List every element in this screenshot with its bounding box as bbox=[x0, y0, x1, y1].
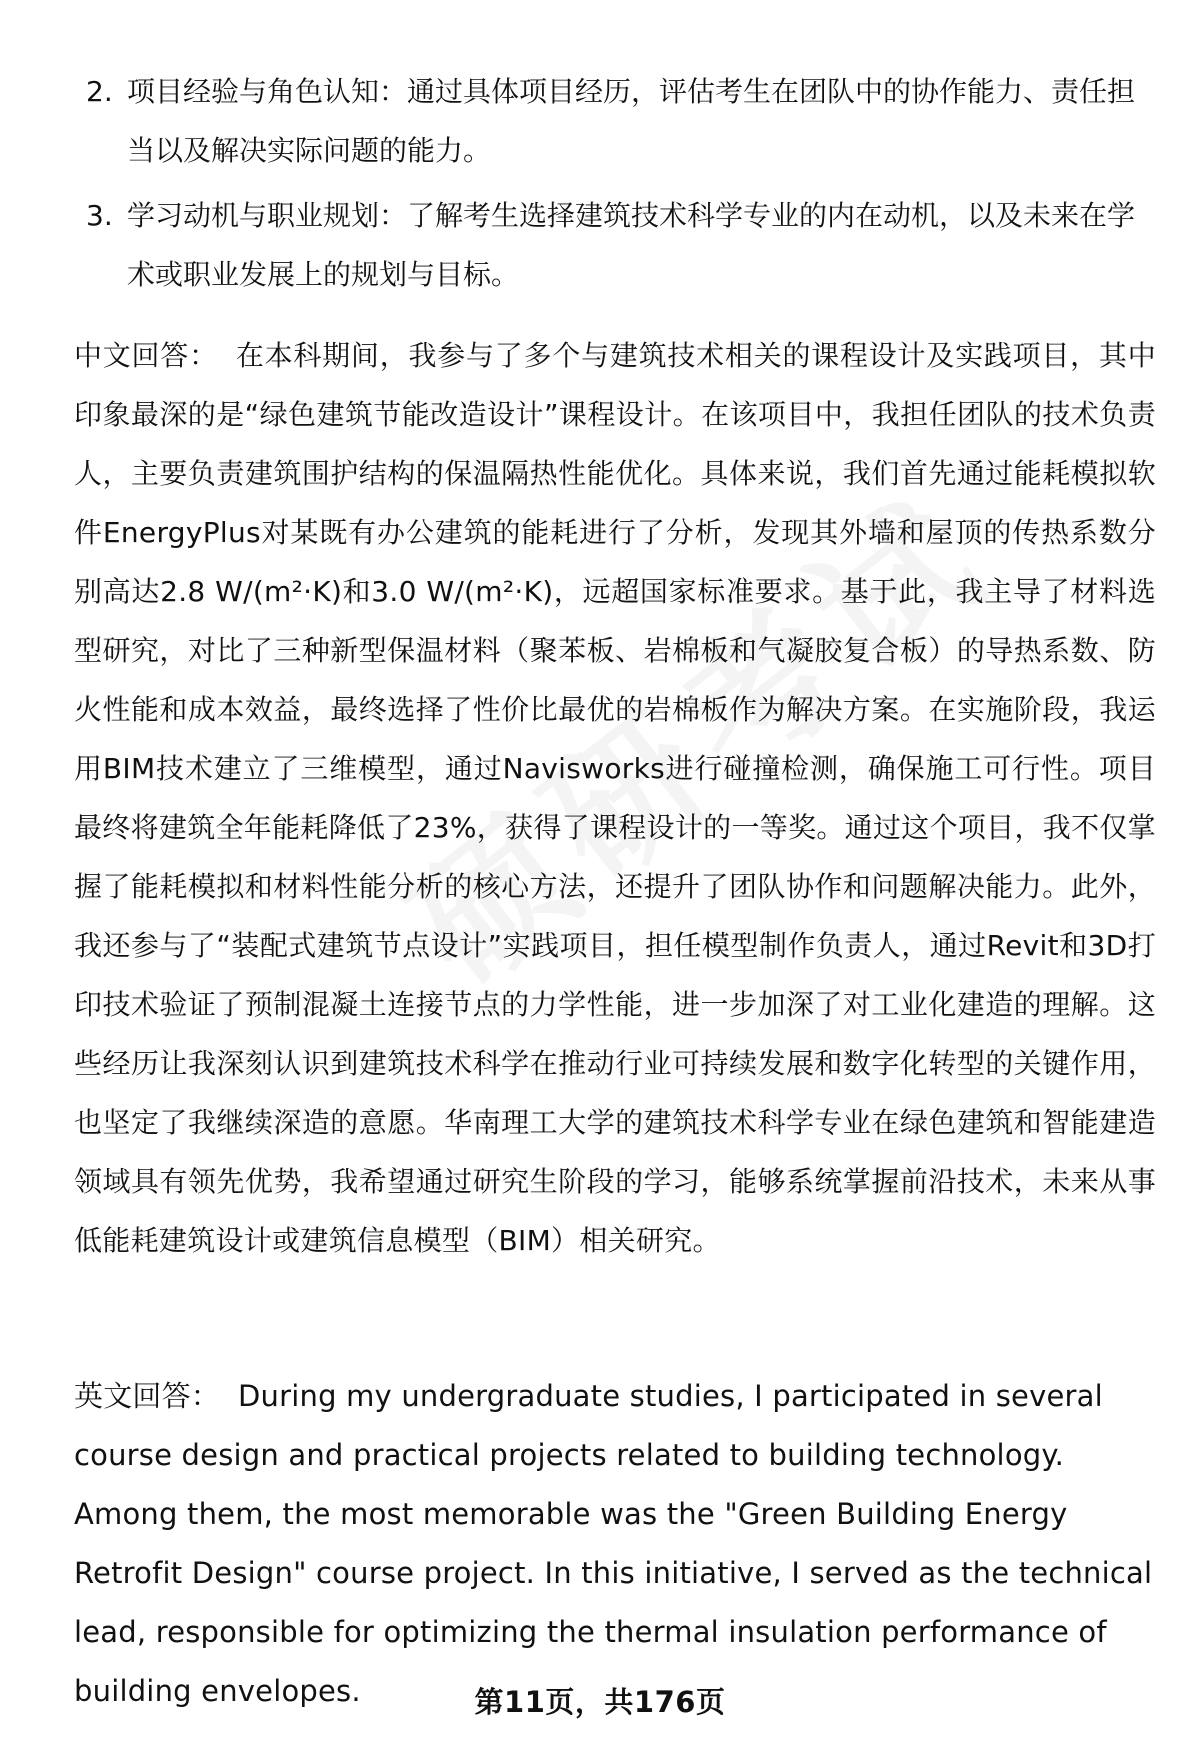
chinese-answer-text: 在本科期间，我参与了多个与建筑技术相关的课程设计及实践项目，其中印象最深的是“绿色建筑节能改造设计”课程设计。在该项目中，我担任团队的技术负责人，主要负责建筑围护结构的保温隔热性能优化。具体来说，我们首先通过能耗模拟软件EnergyPlus对某既有办公建筑的能耗进行了分析，发现其外墙和屋顶的传热系数分别高达2.8 W/(m²·K)和3.0 W/(m²·K)，远超国家标准要求。基于此，我主导了材料选型研究，对比了三种新型保温材料（聚苯板、岩棉板和气凝胶复合板）的导热系数、防火性能和成本效益，最终选择了性价比最优的岩棉板作为解决方案。在实施阶段，我运用BIM技术建立了三维模型，通过Navisworks进行碰撞检测，确保施工可行性。项目最终将建筑全年能耗降低了23%，获得了课程设计的一等奖。通过这个项目，我不仅掌握了能耗模拟和材料性能分析的核心方法，还提升了团队协作和问题解决能力。此外，我还参与了“装配式建筑节点设计”实践项目，担任模型制作负责人，通过Revit和3D打印技术验证了预制混凝土连接节点的力学性能，进一步加深了对工业化建造的理解。这些经历让我深刻认识到建筑技术科学在推动行业可持续发展和数字化转型的关键作用，也坚定了我继续深造的意愿。华南理工大学的建筑技术科学专业在绿色建筑和智能建造领域具有领先优势，我希望通过研究生阶段的学习，能够系统掌握前沿技术，未来从事低能耗建筑设计或建筑信息模型（BIM）相关研究。 bbox=[74, 339, 1156, 1257]
list-item-number: 2. bbox=[86, 75, 113, 108]
list-item-number: 3. bbox=[86, 199, 113, 232]
list-item bbox=[76, 62, 1156, 180]
english-answer-text: During my undergraduate studies, I participated in several course design and practical projects related to building technology. Among them, the most memorable was the "Green Building Energy Retrofit Design" course project. In this initiative, I served as the technical lead, responsible for optimizing the thermal insulation performance of building envelopes. bbox=[74, 1379, 1153, 1708]
list-item-text: 学习动机与职业规划：了解考生选择建筑技术科学专业的内在动机，以及未来在学术或职业发展上的规划与目标。 bbox=[127, 199, 1136, 291]
page-number: 第11页，共176页 bbox=[474, 1685, 726, 1719]
chinese-answer-label: 中文回答： bbox=[74, 339, 218, 372]
list-item bbox=[76, 186, 1156, 304]
question-list bbox=[76, 62, 1156, 310]
english-answer-paragraph bbox=[74, 1367, 1156, 1721]
list-item-text: 项目经验与角色认知：通过具体项目经历，评估考生在团队中的协作能力、责任担当以及解决实际问题的能力。 bbox=[127, 75, 1136, 167]
chinese-answer-paragraph bbox=[74, 326, 1156, 1270]
english-answer-label: 英文回答： bbox=[74, 1379, 221, 1413]
